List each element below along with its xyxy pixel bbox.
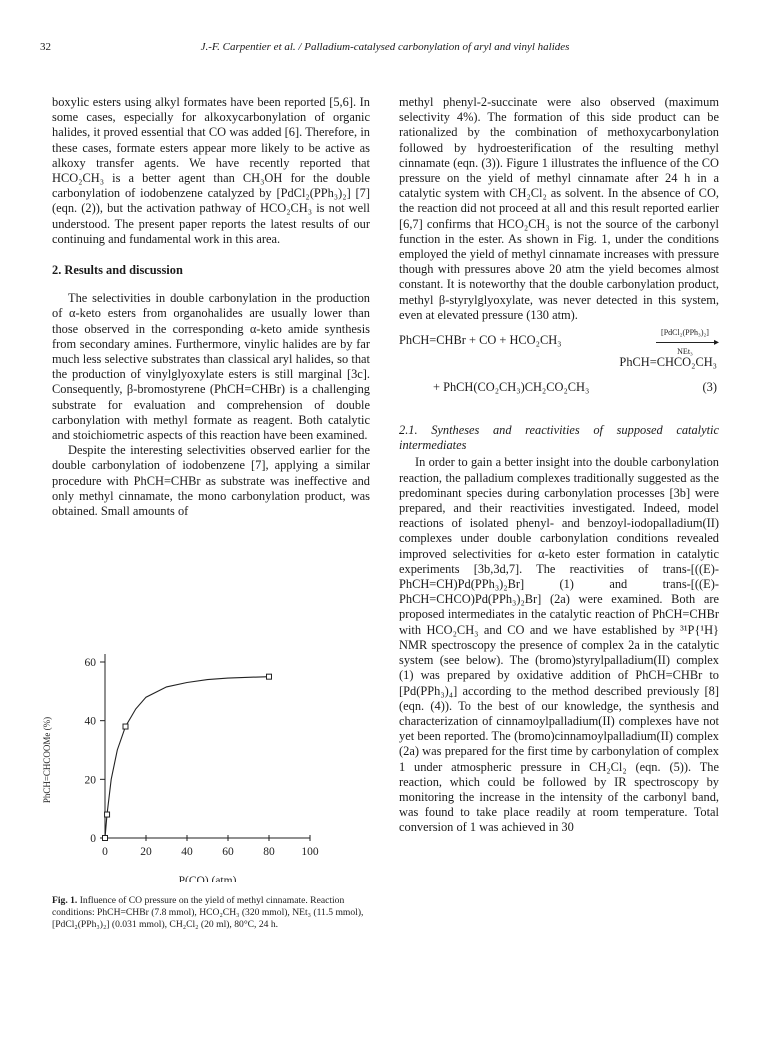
equation-product-1: PhCH=CHCO₂CH₃ [619,355,717,370]
caption-label: Fig. 1. [52,895,78,906]
paragraph: The selectivities in double carbonylation in the production of α-keto esters from organohalides are usually lower than those observed in the corresponding α-keto amide synthesis from secondary amines. Furthermore, vinylic halides are by far much less selective substrates than classical aryl halides, so that the production of vinylglyoxylate esters is still marginal [3c]. Consequently, β-bromostyrene (PhCH=CHBr) is a challenging substrate for evaluation and comprehension of double carbonylation with methyl formate as reagent. Both catalytic and stoichiometric aspects of this reaction have been examined. [52,291,370,443]
arrow-icon [656,342,714,343]
x-tick-label: 100 [301,846,319,858]
x-tick-label: 40 [181,846,193,858]
section-heading: 2. Results and discussion [52,263,183,278]
y-tick-label: 20 [84,774,96,787]
left-column [52,95,370,519]
data-point-marker [267,674,272,679]
figure-caption [52,895,370,931]
chart-svg [36,640,366,882]
data-point-marker [103,836,108,841]
arrow-base: NEt₃ [677,347,693,357]
equation-number: (3) [702,380,717,395]
x-tick-label: 20 [140,846,152,858]
arrow-catalyst: [PdCl₂(PPh₃)₂] [661,328,709,338]
paragraph: In order to gain a better insight into the double carbonylation reaction, the palladium complexes traditionally suggested as the predominant species during carbonylation processes [3b] were prepared, and their reactivities investigated. Indeed, model reactions of isolated phenyl- and benzoyl-iodopalladium(II) complexes under double carbonylation conditions revealed improved selectivities for α-keto ester formation in catalytic experiments [3b,3d,7]. The reactivities of trans-[((E)-PhCH=CH)Pd(PPh₃)₂Br] (1) and trans-[((E)-PhCH=CHCO)Pd(PPh₃)₂Br] (2a) were examined. Both are proposed intermediates in the catalytic reaction of PhCH=CHBr with HCO₂CH₃ and CO and we have established by ³¹P{¹H} NMR spectroscopy the presence of complex 2a in the catalytic system (see below). The (bromo)styrylpalladium(II) complex (1) was prepared by oxidative addition of PhCH=CHBr to [Pd(PPh₃)₄] according to the method described previously [8] (eqn. (4)). To the best of our knowledge, the synthesis and characterization of cinnamoylpalladium(II) complexes have not yet been reported. The (bromo)cinnamoylpalladium(II) complex (2a) was prepared for the first time by carbonylation of complex 1 under atmospheric pressure in CH₂Cl₂ (eqn. (5)). The reaction, which could be followed by IR spectroscopy by monitoring the increase in the intensity of the carbonyl band, was found to take place readily at room temperature. Total conversion of 1 was achieved in 30 [399,455,719,835]
running-title: J.-F. Carpentier et al. / Palladium-catalysed carbonylation of aryl and vinyl halides [200,41,570,53]
equation-3 [399,325,719,411]
equation-reactants: PhCH=CHBr + CO + HCO₂CH₃ [399,333,562,348]
right-column [399,95,719,836]
y-tick-label: 60 [84,657,96,669]
y-axis-label: PhCH=CHCOOMe (%) [42,716,52,804]
x-tick-label: 80 [263,846,275,858]
y-tick-label: 40 [84,715,96,728]
data-point-marker [123,724,128,729]
data-point-marker [105,812,110,817]
paragraph: Despite the interesting selectivities observed earlier for the double carbonylation of iodobenzene [7], applying a similar procedure with PhCH=CHBr as substrate was ineffective and only methyl cinnamate, the mono carbonylation product, was obtained. Small amounts of [52,443,370,519]
page-header [40,41,730,57]
caption-text: Influence of CO pressure on the yield of methyl cinnamate. Reaction conditions: PhCH=CHBr (7.8 mmol), HCO₂CH₃ (320 mmol), NEt₃ (11.5 mmol), [PdCl₂(PPh₃)₂] (0.031 mmol), CH₂Cl₂ (20 ml), 80°C, 24 h. [52,895,364,930]
equation-product-2: + PhCH(CO₂CH₃)CH₂CO₂CH₃ [433,380,590,395]
figure-1-chart [36,640,366,882]
x-axis-label: P(CO) (atm) [178,875,237,882]
subsection-heading: 2.1. Syntheses and reactivities of supposed catalytic intermediates [399,423,719,453]
page-number: 32 [40,41,51,53]
x-tick-label: 0 [102,846,108,858]
x-tick-label: 60 [222,846,234,858]
series-line [105,677,269,838]
y-tick-label: 0 [90,833,96,845]
paragraph: methyl phenyl-2-succinate were also observed (maximum selectivity 4%). The formation of this side product can be rationalized by the combination of methoxycarbonylation followed by hydroesterification of the resulting methyl cinnamate (eqn. (3)). Figure 1 illustrates the influence of the CO pressure on the yield of methyl cinnamate after 24 h in a catalytic system with CH₂Cl₂ as solvent. In the absence of CO, the reaction did not proceed at all and this result reported earlier [6,7] confirms that HCO₂CH₃ is not the source of the carbonyl function in the ester. As shown in Fig. 1, under the conditions employed the yield of methyl cinnamate increases with pressure though with pressures above 20 atm the yield becomes almost constant. It is noteworthy that the double carbonylation product, methyl β-styrylglyoxylate, was never detected in this system, even at elevated pressure (130 atm). [399,95,719,322]
paragraph: boxylic esters using alkyl formates have been reported [5,6]. In some cases, especially for alkoxycarbonylation of organic halides, it proved essential that CO was added [6]. Therefore, in these cases, formate esters appear more likely to be active as alkoxy transfer agents. We have recently reported that HCO₂CH₃ is a better agent than CH₃OH for the double carbonylation of iodobenzene catalyzed by [PdCl₂(PPh₃)₂] [7] (eqn. (2)), but the activation pathway of HCO₂CH₃ is not well understood. The present paper reports the latest results of our continuing and fundamental work in this area. [52,95,370,246]
